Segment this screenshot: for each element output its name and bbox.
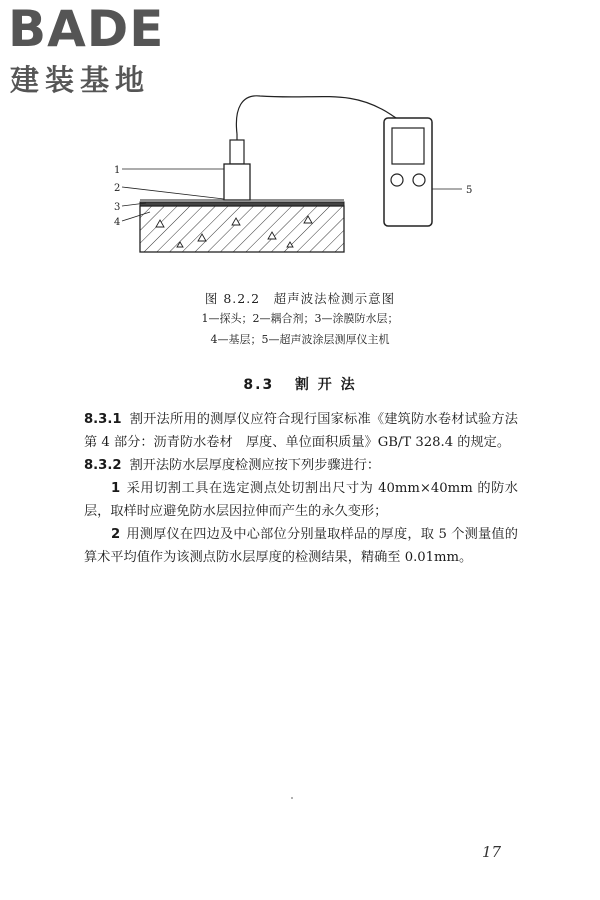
ultrasonic-diagram [110, 82, 500, 282]
section-title: 割 开 法 [294, 377, 357, 393]
item-text: 采用切割工具在选定测点处切割出尺寸为 40mm×40mm 的防水层，取样时应避免防水层因拉伸而产生的永久变形； [84, 481, 518, 519]
list-item [84, 477, 518, 523]
logo [8, 0, 178, 97]
callout-1: 1 [114, 165, 121, 176]
clause-text: 割开法防水层厚度检测应按下列步骤进行： [129, 458, 381, 473]
clause-8-3-2 [84, 454, 518, 477]
logo-subtitle: 建装基地 [10, 63, 151, 97]
list-item [84, 523, 518, 569]
thickness-gauge-icon [384, 118, 432, 226]
clause-8-3-1 [84, 408, 532, 454]
section-heading [0, 374, 600, 394]
figure-title: 图 8.2.2 超声波法检测示意图 [204, 291, 396, 306]
clause-text: 割开法所用的测厚仪应符合现行国家标准《建筑防水卷材试验方法 第 4 部分：沥青防水卷材 厚度、单位面积质量》GB/T 328.4 的规定。 [84, 412, 532, 450]
callout-3: 3 [114, 202, 121, 213]
section-number: 8.3 [243, 377, 275, 393]
item-text: 用测厚仪在四边及中心部位分别量取样品的厚度，取 5 个测量值的算术平均值作为该测点防水层厚度的检测结果，精确至 0.01mm。 [84, 527, 518, 565]
callout-5: 5 [466, 185, 473, 196]
scan-dot [291, 797, 293, 799]
body-text [84, 408, 532, 569]
logo-wordmark: BADE [8, 0, 165, 58]
clause-number: 8.3.2 [84, 458, 122, 473]
page-number: 17 [482, 843, 502, 861]
item-number: 1 [111, 481, 121, 496]
figure-legend-line-2: 4—基层；5—超声波涂层测厚仪主机 [210, 333, 390, 346]
callout-4: 4 [114, 217, 121, 228]
clause-number: 8.3.1 [84, 412, 122, 427]
figure-legend-line-1: 1—探头；2—耦合剂；3—涂膜防水层； [201, 312, 399, 325]
substrate-layer [140, 206, 344, 252]
probe-cable [236, 96, 408, 134]
probe-icon [224, 140, 250, 200]
callout-2: 2 [114, 183, 121, 194]
item-number: 2 [111, 527, 121, 542]
